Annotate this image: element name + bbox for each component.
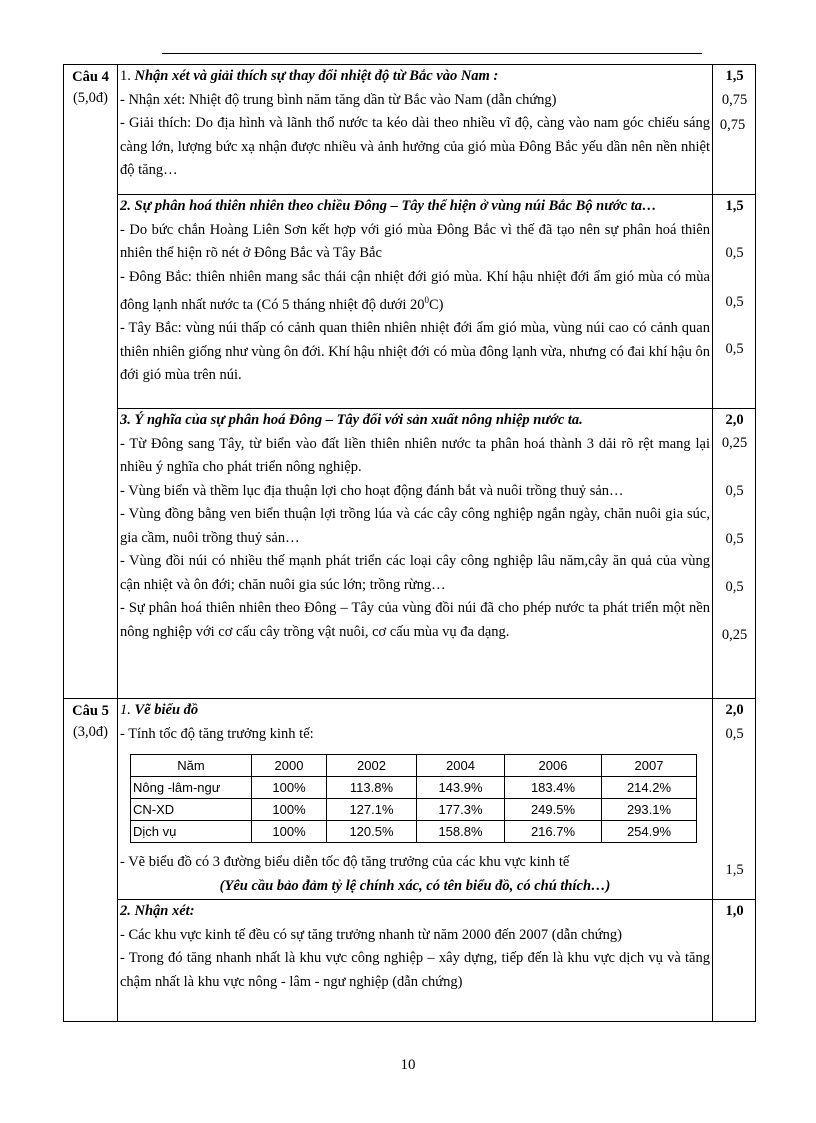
q4-s2-line-2-score: 0,5: [725, 341, 744, 357]
q4-s1-title: Nhận xét và giải thích sự thay đổi nhiệt độ từ Bắc vào Nam :: [134, 68, 499, 84]
growth-header-cell: 2004: [417, 755, 505, 777]
q4-s3-scores: [713, 409, 756, 699]
q4-s1-line-0: - Nhận xét: Nhiệt độ trung bình năm tăng dần từ Bắc vào Nam (dẫn chứng): [120, 91, 557, 108]
q4-s2-content: [118, 195, 713, 409]
q5-s2-score: 1,0: [725, 903, 744, 919]
q4-s3-line-2: - Vùng đồng bằng ven biển thuận lợi trồng lúa và các cây công nghiệp ngắn ngày, chăn nuôi gia súc, gia cầm, nuôi trồng thuỷ sản…: [120, 506, 710, 546]
q5-s2-title: 2. Nhận xét:: [120, 903, 195, 919]
growth-cell: 249.5%: [505, 799, 602, 821]
q5-label: Câu 5: [72, 703, 109, 719]
q5-s1-calc-score: 0,5: [725, 726, 744, 742]
q5-s1-content: [118, 699, 713, 900]
growth-cell: 183.4%: [505, 777, 602, 799]
growth-cell: 158.8%: [417, 821, 505, 843]
growth-table: [130, 754, 697, 843]
growth-table-row: [131, 821, 697, 843]
q4-s3-row: [64, 409, 756, 699]
q5-s1-draw: - Vẽ biểu đồ có 3 đường biểu diễn tốc độ tăng trưởng của các khu vực kinh tế: [120, 854, 570, 870]
q4-s1-line-1-score: 0,75: [719, 117, 746, 133]
q4-s2-line-1-score: 0,5: [725, 294, 744, 310]
q5-s1-num: 1.: [120, 702, 131, 718]
q4-label: Câu 4: [72, 69, 109, 85]
q4-s1-line-0-score: 0,75: [721, 92, 748, 108]
q4-s1-content: [118, 65, 713, 195]
q4-s3-line-0: - Từ Đông sang Tây, từ biển vào đất liền thiên nhiên nước ta phân hoá thành 3 dải rõ rệt mang lại nhiều ý nghĩa cho phát triển nông nghiệp.: [120, 435, 710, 475]
q5-s2-scores: [713, 900, 756, 1022]
q5-s2-line-0: - Các khu vực kinh tế đều có sự tăng trưởng nhanh từ năm 2000 đến 2007 (dẫn chứng): [120, 926, 622, 943]
q4-s3-line-0-score: 0,25: [721, 435, 748, 451]
growth-row-label: Nông -lâm-ngư: [131, 777, 252, 799]
q4-s2-title: 2. Sự phân hoá thiên nhiên theo chiều Đông – Tây thể hiện ở vùng núi Bắc Bộ nước ta…: [120, 198, 657, 214]
q4-s2-line-0: - Do bức chắn Hoàng Liên Sơn kết hợp với gió mùa Đông Bắc vì thế đã tạo nên sự phân hoá thiên nhiên thể hiện rõ nét ở Đông Bắc và Tây Bắc: [120, 221, 710, 261]
growth-cell: 100%: [252, 777, 327, 799]
q5-s1-score: 2,0: [725, 702, 744, 718]
q4-s3-line-4-score: 0,25: [721, 627, 748, 643]
growth-table-row: [131, 799, 697, 821]
q4-s1-num: 1.: [120, 68, 131, 84]
growth-cell: 216.7%: [505, 821, 602, 843]
q4-s1-row: [64, 65, 756, 195]
header-rule: [162, 53, 702, 54]
q4-label-cell: [64, 65, 118, 699]
q5-s1-calc: - Tính tốc độ tăng trưởng kinh tế:: [120, 725, 314, 742]
q4-points: (5,0đ): [72, 90, 109, 106]
q4-s2-line-0-score: 0,5: [725, 245, 744, 261]
growth-table-row: [131, 777, 697, 799]
q5-s2-line-1: - Trong đó tăng nhanh nhất là khu vực công nghiệp – xây dựng, tiếp đến là khu vực dịch vụ và tăng chậm nhất là khu vực nông - lâm - ngư nghiệp (dẫn chứng): [120, 950, 710, 990]
growth-cell: 254.9%: [602, 821, 697, 843]
growth-header-cell: 2000: [252, 755, 327, 777]
growth-header-cell: Năm: [131, 755, 252, 777]
growth-row-label: CN-XD: [131, 799, 252, 821]
q5-s1-title: Vẽ biểu đồ: [134, 702, 199, 718]
q4-s1-score: 1,5: [725, 68, 744, 84]
q4-s3-line-3-score: 0,5: [725, 579, 744, 595]
growth-cell: 143.9%: [417, 777, 505, 799]
q4-s2-scores: [713, 195, 756, 409]
growth-cell: 113.8%: [327, 777, 417, 799]
q5-label-cell: [64, 699, 118, 1022]
q4-s3-line-1-score: 0,5: [725, 483, 744, 499]
q5-points: (3,0đ): [72, 724, 109, 740]
answer-table: [63, 64, 756, 1022]
q5-s1-row: [64, 699, 756, 900]
q4-s2-line-2: - Tây Bắc: vùng núi thấp có cảnh quan thiên nhiên nhiệt đới ẩm gió mùa, vùng núi cao có cảnh quan thiên nhiên giống như vùng ôn đới. Khí hậu nhiệt đới có mùa đông lạnh vừa, nhưng có đai khí hậu ôn đới gió mùa trên núi.: [120, 320, 710, 384]
q4-s2-score: 1,5: [725, 198, 744, 214]
q4-s3-line-1: - Vùng biển và thềm lục địa thuận lợi cho hoạt động đánh bắt và nuôi trồng thuỷ sản…: [120, 482, 624, 499]
growth-cell: 293.1%: [602, 799, 697, 821]
q4-s3-line-2-score: 0,5: [725, 531, 744, 547]
growth-cell: 120.5%: [327, 821, 417, 843]
growth-row-label: Dịch vụ: [131, 821, 252, 843]
q5-s1-scores: [713, 699, 756, 900]
q5-s2-content: [118, 900, 713, 1022]
q4-s3-line-4: - Sự phân hoá thiên nhiên theo Đông – Tây của vùng đồi núi đã cho phép nước ta phát triển một nền nông nghiệp với cơ cấu cây trồng vật nuôi, cơ cấu mùa vụ đa dạng.: [120, 600, 710, 640]
growth-cell: 127.1%: [327, 799, 417, 821]
q4-s3-score: 2,0: [725, 412, 744, 428]
q4-s1-scores: [713, 65, 756, 195]
q4-s3-content: [118, 409, 713, 699]
growth-header-cell: 2002: [327, 755, 417, 777]
q4-s2-row: [64, 195, 756, 409]
q5-s2-row: [64, 900, 756, 1022]
q4-s1-line-1: - Giải thích: Do địa hình và lãnh thổ nước ta kéo dài theo nhiều vĩ độ, càng vào nam góc chiếu sáng càng lớn, lượng bức xạ nhận được nhiều và ảnh hưởng của gió mùa Đông Bắc yếu dần nên nền nhiệt độ tăng…: [120, 115, 710, 178]
growth-cell: 100%: [252, 821, 327, 843]
q4-s2-line-1: - Đông Bắc: thiên nhiên mang sắc thái cận nhiệt đới gió mùa. Khí hậu nhiệt đới ẩm gió mùa có mùa đông lạnh nhất nước ta (Có 5 tháng nhiệt độ dưới $20^0C$): [120, 268, 710, 313]
q4-s3-title: 3. Ý nghĩa của sự phân hoá Đông – Tây đối với sản xuất nông nhiệp nước ta.: [120, 412, 583, 428]
growth-header-cell: 2006: [505, 755, 602, 777]
q4-s3-line-3: - Vùng đồi núi có nhiều thế mạnh phát triển các loại cây công nghiệp lâu năm,cây ăn quả của vùng cận nhiệt và ôn đới; chăn nuôi gia súc lớn; trồng rừng…: [120, 553, 710, 593]
growth-cell: 177.3%: [417, 799, 505, 821]
q5-s1-requirement: (Yêu cầu bảo đảm tỷ lệ chính xác, có tên biểu đồ, có chú thích…): [219, 877, 611, 894]
growth-cell: 214.2%: [602, 777, 697, 799]
q5-s1-draw-score: 1,5: [725, 862, 744, 878]
growth-table-header: [131, 755, 697, 777]
page-number: 10: [400, 1057, 416, 1073]
growth-header-cell: 2007: [602, 755, 697, 777]
growth-cell: 100%: [252, 799, 327, 821]
